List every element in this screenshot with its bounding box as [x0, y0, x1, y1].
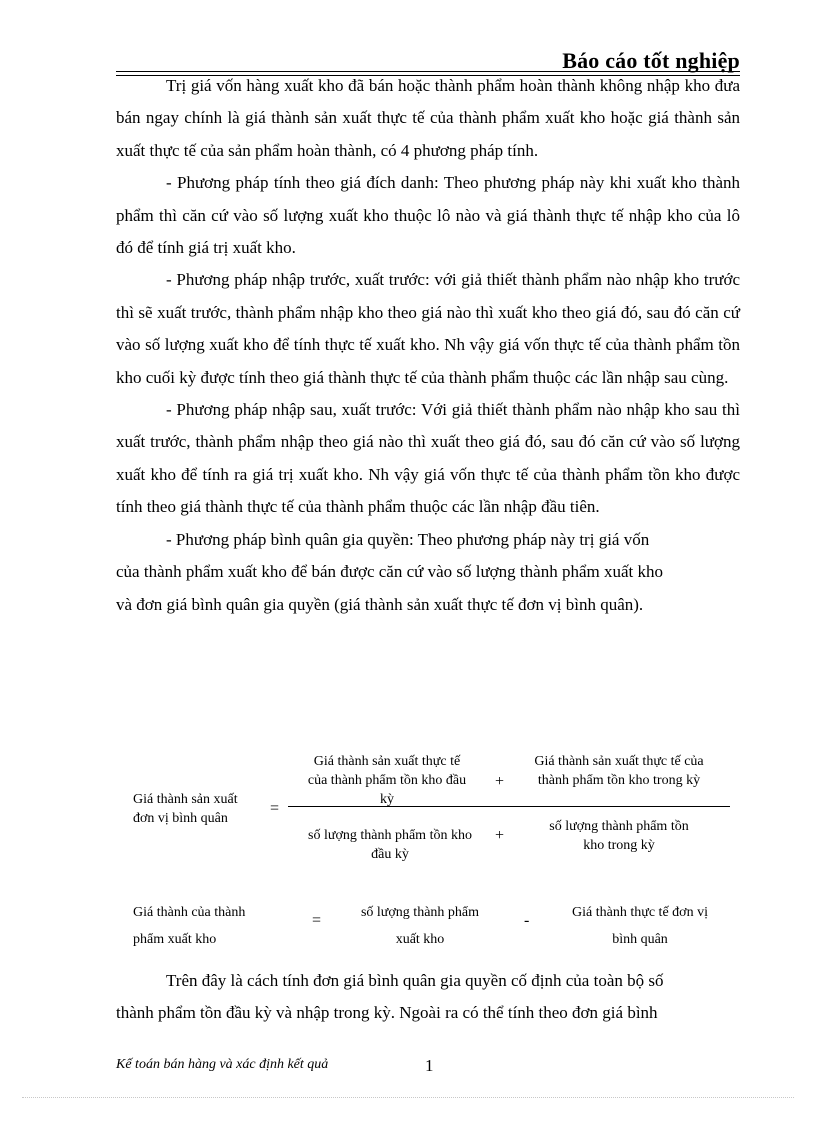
closing-line2: thành phẩm tồn đầu kỳ và nhập trong kỳ. Ngoài ra có thể tính theo đơn giá bình	[116, 1003, 658, 1023]
paragraph-lifo: - Phương pháp nhập sau, xuất trước: Với giả thiết thành phẩm nào nhập kho sau thì xuất trước, thành phẩm nhập theo giá nào thì xuất theo giá đó, sau đó căn cứ vào số lượng xuất kho để tính ra giá trị xuất kho. Nh vậy giá vốn thực tế của thành phẩm tồn kho được tính theo giá thành thực tế của thành phẩm thuộc các lần nhập đầu tiên.	[116, 400, 740, 517]
formula1-num-b-line2: thành phẩm tồn kho trong kỳ	[537, 773, 701, 788]
paragraph-weighted-average-line1: - Phương pháp bình quân gia quyền: Theo phương pháp này trị giá vốn	[166, 529, 650, 549]
paragraph-fifo: - Phương pháp nhập trước, xuất trước: với giả thiết thành phẩm nào nhập kho trước thì sẽ xuất trước, thành phẩm nhập kho theo giá nào thì xuất kho theo giá đó, sau đó căn cứ vào số lượng xuất kho để tính thực tế xuất kho. Nh vậy giá vốn thực tế của thành phẩm tồn kho cuối kỳ được tính theo giá thành thực tế của thành phẩm thuộc các lần nhập sau cùng.	[116, 270, 740, 387]
report-title: Báo cáo tốt nghiệp	[562, 48, 740, 73]
paragraph-specific-identification: - Phương pháp tính theo giá đích danh: Theo phương pháp này khi xuất kho thành phẩm thì căn cứ vào số lượng xuất kho thuộc lô nào và giá thành thực tế nhập kho của lô đó để tính giá trị xuất kho.	[116, 173, 740, 258]
formula1-den-a-line2: đầu kỳ	[371, 847, 409, 862]
formula2-a-line2: xuất kho	[395, 932, 445, 947]
closing-paragraph	[116, 965, 740, 1030]
formula1-num-b-line1: Giá thành sản xuất thực tế của	[534, 754, 704, 769]
formula2-lhs-line2: phẩm xuất kho	[133, 932, 217, 947]
formula2-a-line1: số lượng thành phẩm	[360, 905, 480, 920]
formula2-quantity	[340, 899, 500, 953]
formula2-b-line1: Giá thành thực tế đơn vị	[572, 905, 708, 920]
formula1-denominator-plus: +	[495, 827, 505, 844]
paragraph-weighted-average-line3: và đơn giá bình quân gia quyền (giá thành sản xuất thực tế đơn vị bình quân).	[116, 594, 644, 614]
formula2-operator: -	[524, 912, 530, 929]
formula1-equals: =	[270, 800, 280, 817]
formula1-numerator-a	[282, 752, 492, 809]
closing-line1: Trên đây là cách tính đơn giá bình quân gia quyền cố định của toàn bộ số	[166, 971, 664, 990]
formula2-equals: =	[312, 912, 322, 929]
body-text	[116, 70, 740, 621]
formula1-fraction-bar	[288, 806, 730, 807]
formula1-lhs	[133, 790, 238, 828]
formula1-den-b-line2: kho trong kỳ	[583, 838, 655, 853]
formula1-num-a-line3: kỳ	[380, 792, 394, 807]
page-bottom-border	[22, 1097, 794, 1098]
formula1-num-a-line1: Giá thành sản xuất thực tế	[313, 754, 461, 769]
formula1-den-a-line1: số lượng thành phẩm tồn kho	[308, 828, 472, 843]
formula1-lhs-line2: đơn vị bình quân	[133, 811, 228, 826]
formula1-denominator-b	[514, 817, 724, 855]
page-number: 1	[425, 1056, 434, 1075]
footer-caption: Kế toán bán hàng và xác định kết quả	[116, 1057, 329, 1072]
formula1-den-b-line1: số lượng thành phẩm tồn	[549, 819, 689, 834]
formula2-lhs	[133, 899, 245, 953]
formula2-b-line2: bình quân	[612, 932, 668, 947]
formula2-lhs-line1: Giá thành của thành	[133, 905, 246, 920]
paragraph-weighted-average-line2: của thành phẩm xuất kho để bán được căn cứ vào số lượng thành phẩm xuất kho	[116, 562, 663, 582]
formula1-numerator-plus: +	[495, 773, 505, 790]
formula1-denominator-a	[285, 826, 495, 864]
formula2-unit-cost	[550, 899, 730, 953]
formula1-numerator-b	[514, 752, 724, 790]
formula1-lhs-line1: Giá thành sản xuất	[133, 792, 238, 807]
formula1-num-a-line2: của thành phẩm tồn kho đầu	[307, 773, 467, 788]
paragraph-intro: Trị giá vốn hàng xuất kho đã bán hoặc thành phẩm hoàn thành không nhập kho đưa bán ngay chính là giá thành sản xuất thực tế của thành phẩm xuất kho hoặc giá thành sản xuất thực tế của sản phẩm hoàn thành, có 4 phương pháp tính.	[116, 76, 740, 160]
